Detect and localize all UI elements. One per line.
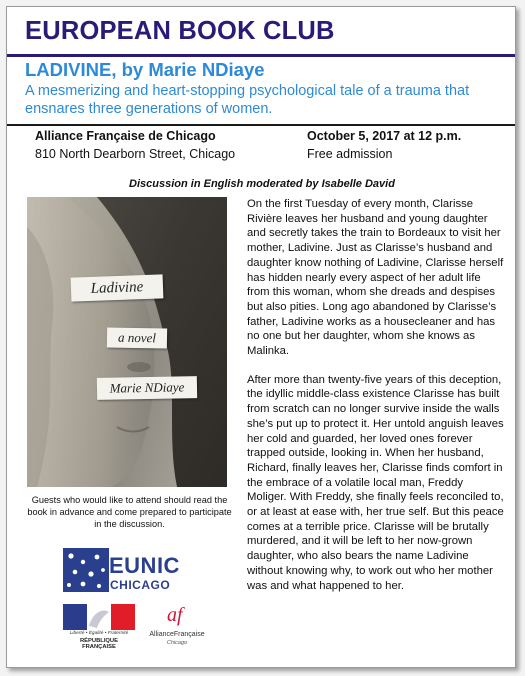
cover-author-strip: Marie NDiaye (97, 376, 197, 400)
book-cover-image (27, 197, 227, 487)
moderation-note: Discussion in English moderated by Isabelle David (129, 178, 395, 190)
rf-name: RÉPUBLIQUE FRANÇAISE (79, 638, 118, 650)
cover-title-strip: Ladivine (71, 274, 164, 301)
book-subtitle: LADIVINE, by Marie NDiaye (25, 59, 265, 80)
eunic-wordmark: EUNIC (109, 553, 180, 578)
event-date: October 5, 2017 at 12 p.m. (307, 129, 462, 143)
info-rule (7, 124, 516, 126)
page-title: EUROPEAN BOOK CLUB (25, 17, 335, 45)
eunic-logo-icon (63, 548, 109, 592)
flyer-page (6, 6, 516, 668)
venue-address: 810 North Dearborn Street, Chicago (35, 147, 236, 161)
event-admission: Free admission (307, 147, 393, 161)
description-paragraph-1: On the first Tuesday of every month, Clarisse Rivière leaves her husband and young daughter and secretly takes the train to Bordeaux to visit her mother, Ladivine. Just as Clarisse’s husband and daughter know nothing of Ladivine, Clarisse herself has hidden nearly every aspect of her adult life from this woman, whom she dreads and despises but also pities. Long ago abandoned by Clarisse’s father, Ladivine works as a housecleaner and has no one but her daughter, whom she knows as Malinka. (247, 198, 504, 358)
book-description (247, 197, 505, 593)
venue-name: Alliance Française de Chicago (35, 129, 216, 143)
af-city: Chicago (166, 640, 188, 646)
eunic-city: CHICAGO (110, 578, 171, 592)
book-tagline: A mesmerizing and heart-stopping psychological tale of a trauma that ensnares three generations of women. (25, 83, 470, 117)
guests-note: Guests who would like to attend should read the book in advance and come prepared to participate in the discussion. (27, 495, 232, 529)
description-paragraph-2: After more than twenty-five years of this deception, the idyllic middle-class existence Clarisse has built from scratch can no longer survive inside the walls she’s put up to protect it. Her untold anguish leaves her cold and guarded, her loved ones forever trapped outside, looking in. When her husband, Richard, finally leaves her, Clarisse finds comfort in the embrace of a volatile local man, Freddy Moliger. With Freddy, she finally feels reconciled to, or at least at ease with, her true self. But this peace comes at a terrible price. Clarisse will be brutally murdered, and it will be left to her now-grown daughter, who also bears the name Ladivine without knowing why, to work out who her mother was and what happened to her. (247, 373, 504, 592)
rf-motto: Liberté • Égalité • Fraternité (69, 631, 129, 636)
alliance-francaise-logo-icon: af (167, 604, 183, 626)
cover-novel-strip: a novel (107, 327, 167, 348)
af-name: AllianceFrançaise (149, 631, 205, 638)
french-republic-logo-icon (63, 604, 135, 630)
